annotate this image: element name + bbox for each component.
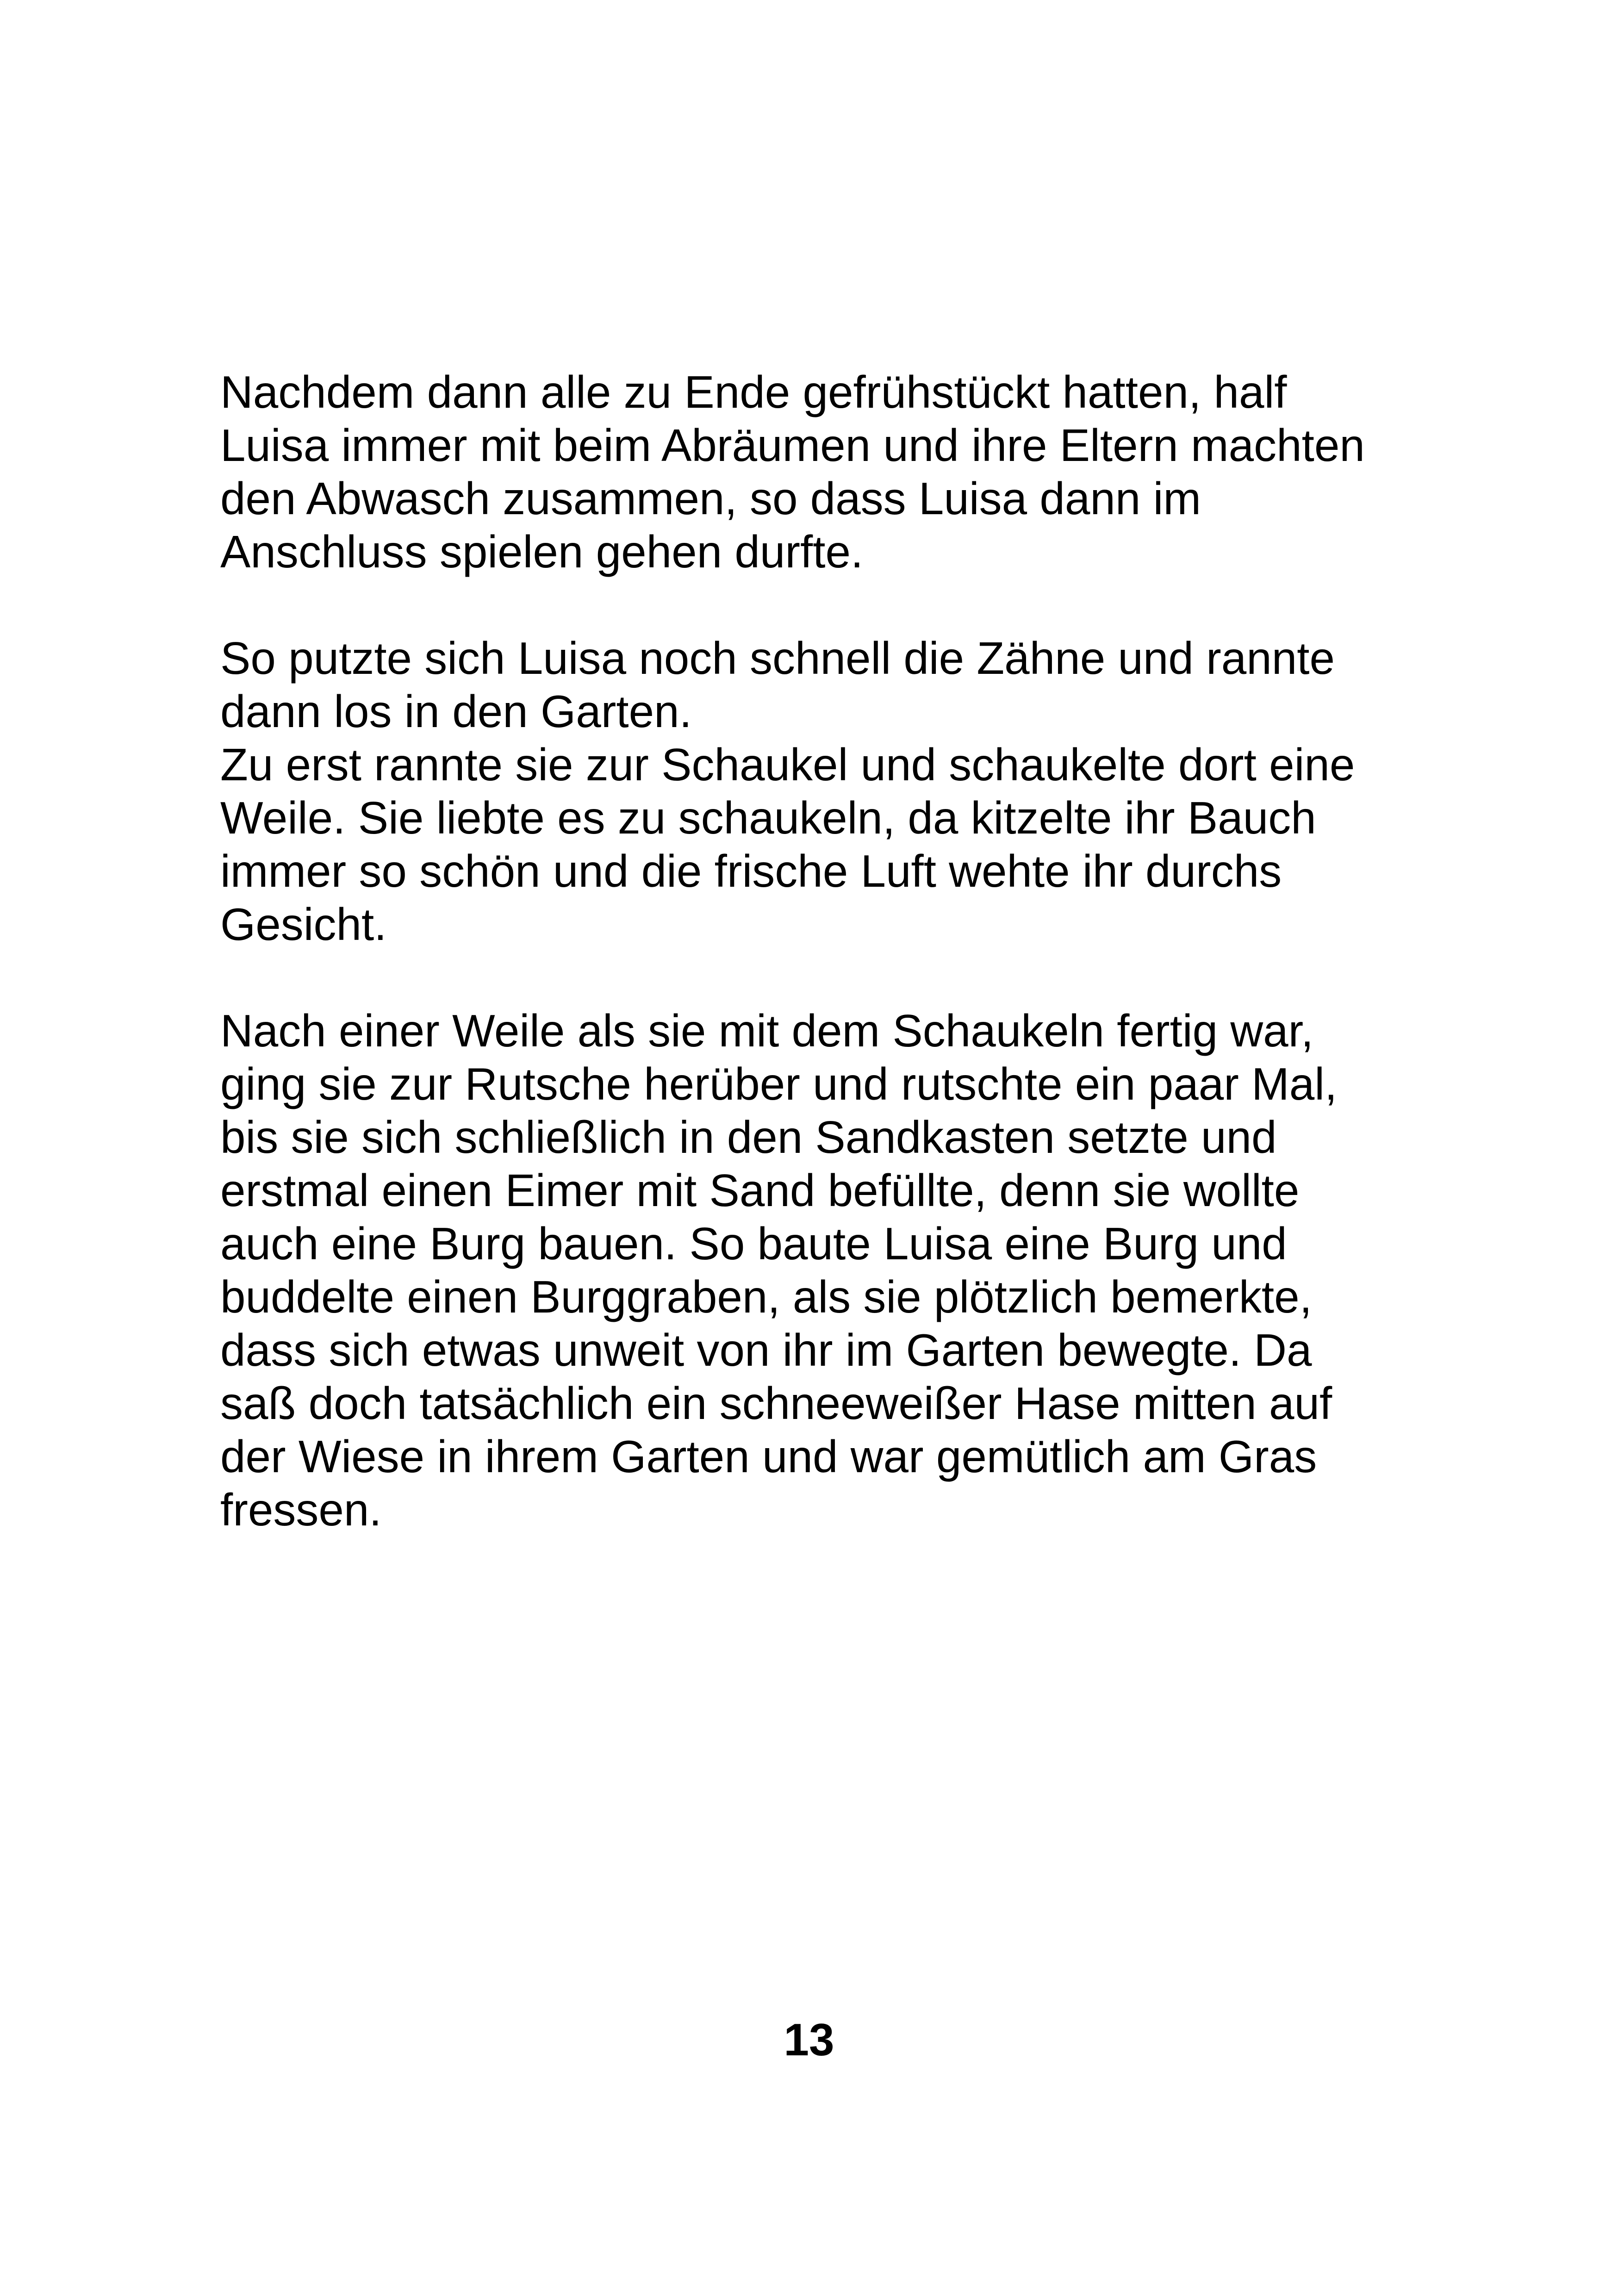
- text-line: den Abwasch zusammen, so dass Luisa dann im: [220, 473, 1201, 524]
- text-line: Zu erst rannte sie zur Schaukel und schaukelte dort eine: [220, 739, 1355, 790]
- text-line: auch eine Burg bauen. So baute Luisa eine Burg und: [220, 1218, 1287, 1269]
- text-line: der Wiese in ihrem Garten und war gemütlich am Gras: [220, 1431, 1317, 1482]
- text-line: dann los in den Garten.: [220, 686, 692, 737]
- text-line: dass sich etwas unweit von ihr im Garten bewegte. Da: [220, 1325, 1312, 1375]
- text-line: erstmal einen Eimer mit Sand befüllte, denn sie wollte: [220, 1165, 1300, 1216]
- text-line: buddelte einen Burggraben, als sie plötzlich bemerkte,: [220, 1271, 1312, 1322]
- text-line: Nachdem dann alle zu Ende gefrühstückt hatten, half: [220, 367, 1287, 417]
- text-line: immer so schön und die frische Luft wehte ihr durchs: [220, 846, 1282, 896]
- text-line: ging sie zur Rutsche herüber und rutschte ein paar Mal,: [220, 1058, 1338, 1109]
- text-line: Weile. Sie liebte es zu schaukeln, da kitzelte ihr Bauch: [220, 792, 1316, 843]
- body-text: [220, 366, 1442, 1537]
- text-line: fressen.: [220, 1484, 382, 1535]
- page-number: 13: [784, 2014, 834, 2065]
- text-line: saß doch tatsächlich ein schneeweißer Hase mitten auf: [220, 1378, 1332, 1429]
- text-line: bis sie sich schließlich in den Sandkasten setzte und: [220, 1112, 1277, 1163]
- text-line: So putzte sich Luisa noch schnell die Zähne und rannte: [220, 633, 1335, 684]
- paragraph-gap: [220, 579, 1442, 632]
- paragraph-gap: [220, 951, 1442, 1004]
- text-line: Anschluss spielen gehen durfte.: [220, 526, 864, 577]
- text-line: Gesicht.: [220, 899, 387, 950]
- text-line: Nach einer Weile als sie mit dem Schaukeln fertig war,: [220, 1005, 1314, 1056]
- text-line: Luisa immer mit beim Abräumen und ihre Eltern machten: [220, 420, 1365, 471]
